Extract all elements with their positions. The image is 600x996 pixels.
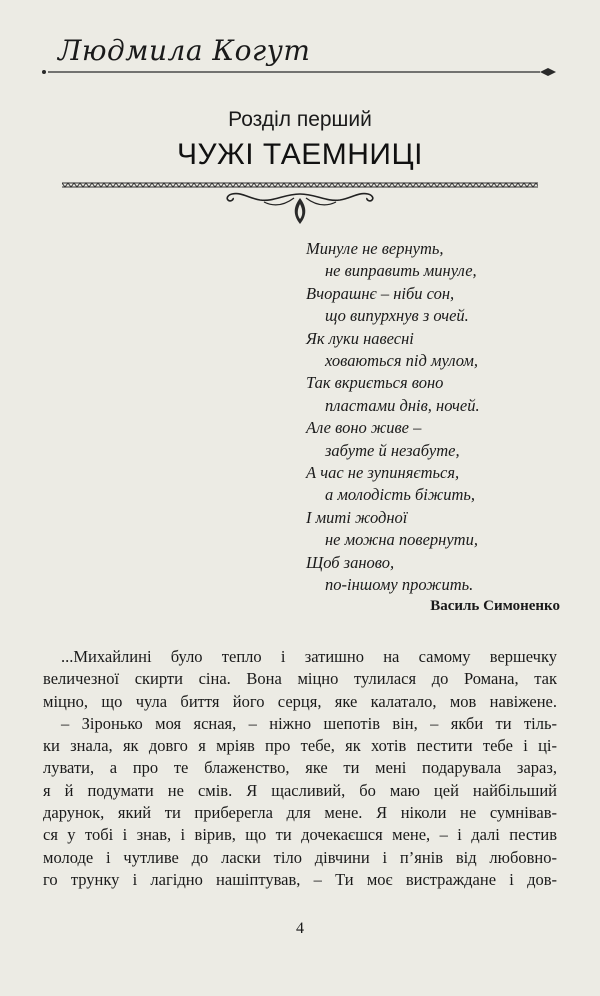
epigraph-author: Василь Симоненко — [430, 598, 560, 614]
body-line: го трунку і лагідно нашіптував, – Ти моє вистраждане і дов- — [43, 869, 557, 889]
chapter-label: Розділ перший — [228, 108, 372, 131]
epigraph-line: пластами днів, ночей. — [325, 395, 480, 415]
epigraph-line: Так вкриється воно — [306, 373, 444, 393]
body-line: ...Михайлині було тепло і затишно на самому вершечку — [61, 647, 557, 666]
body-line: лувати, а про те блаженство, яке ти мені подарувала зараз, — [43, 758, 557, 778]
epigraph-line: не виправить минуле, — [325, 261, 477, 281]
body-line: молоде і чутливе до ласки тіло дівчини і п’янів від любовно- — [43, 847, 557, 867]
epigraph-line: Як луки навесні — [306, 328, 414, 348]
body-line: ся у тобі і знав, і вірив, що ти дочекаєшся мене, – і далі пестив — [43, 825, 557, 845]
body-line: величезної скирти сіна. Вона міцно тулилася до Романа, так — [43, 669, 557, 689]
body-line: міцно, що чула биття його серця, яке калатало, мов навіжене. — [43, 691, 557, 711]
epigraph-line: не можна повернути, — [325, 530, 478, 550]
chapter-title: ЧУЖІ ТАЕМНИЦІ — [176, 138, 424, 171]
epigraph-line: Але воно живе – — [306, 418, 422, 438]
body-text — [43, 646, 557, 891]
epigraph-line: ховаються під мулом, — [325, 351, 479, 371]
epigraph-line: забуте й незабуте, — [325, 440, 460, 460]
running-header — [40, 28, 560, 78]
body-line: я й подумати не смів. Я щасливий, бо маю цей найбільший — [43, 780, 557, 800]
flourish-ornament — [224, 188, 376, 228]
epigraph-line: А час не зупиняється, — [306, 463, 460, 483]
epigraph — [306, 238, 566, 597]
epigraph-line: Минуле не вернуть, — [306, 239, 444, 258]
body-line: – Зіронько моя ясная, – ніжно шепотів він, – якби ти тіль- — [61, 713, 557, 733]
page-number: 4 — [296, 920, 304, 937]
header-rule — [40, 66, 560, 78]
epigraph-line: по-іншому прожить. — [325, 575, 474, 595]
body-line: дарунок, який ти приберегла для мене. Я ніколи не сумнівав- — [43, 803, 557, 823]
body-line: ки знала, як довго я мріяв про тебе, як хотів пестити тебе і ці- — [43, 736, 557, 756]
epigraph-line: Щоб заново, — [306, 552, 395, 572]
epigraph-line: що випурхнув з очей. — [325, 306, 469, 326]
epigraph-line: Вчорашнє – ніби сон, — [306, 283, 455, 303]
epigraph-line: а молодість біжить, — [325, 485, 476, 505]
running-header-author: Людмила Когут — [58, 34, 311, 67]
epigraph-line: І миті жодної — [306, 507, 408, 527]
